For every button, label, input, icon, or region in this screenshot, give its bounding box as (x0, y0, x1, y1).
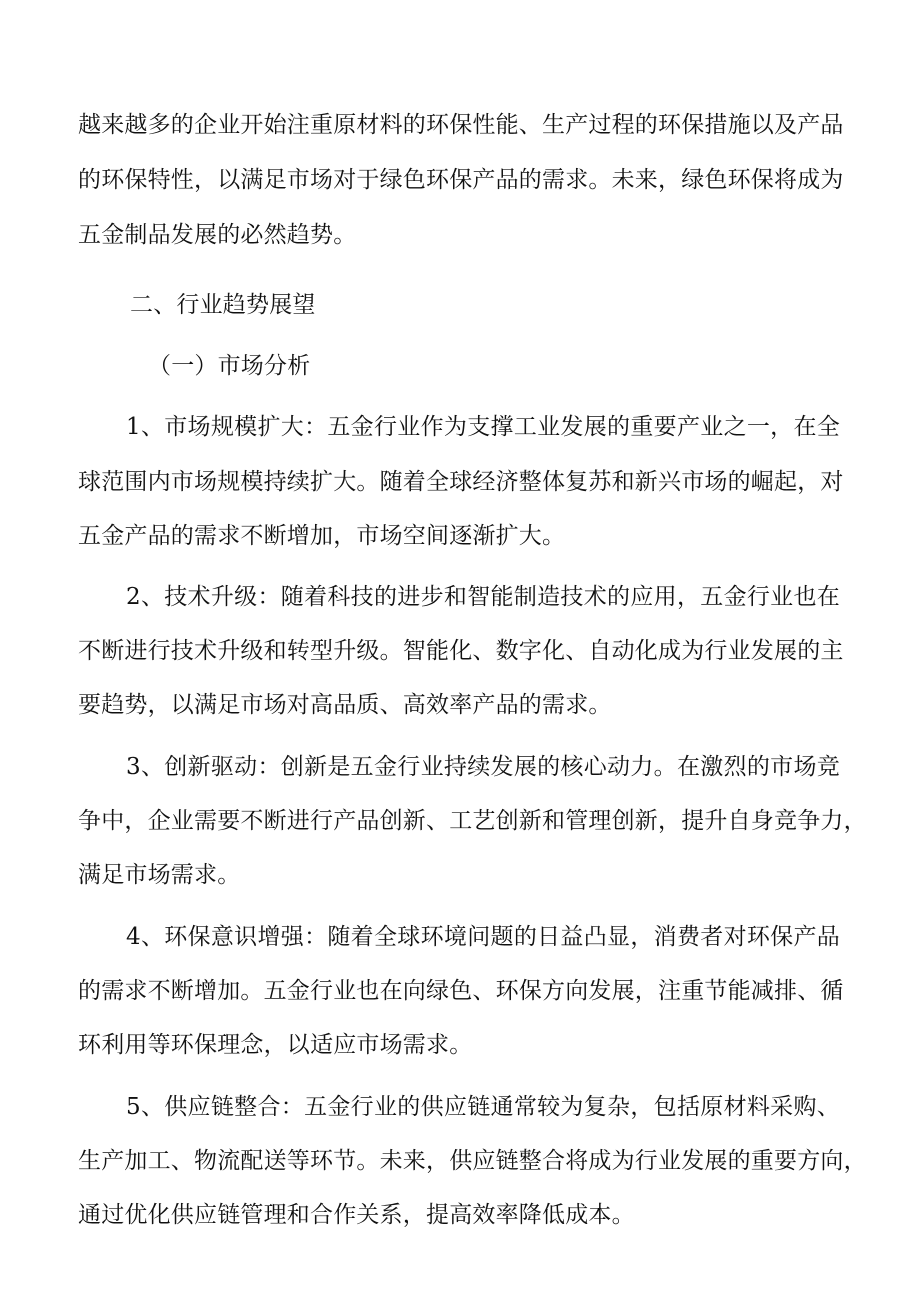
point-5-line: 生产加工、物流配送等环节。未来，供应链整合将成为行业发展的重要方向， (78, 1148, 867, 1174)
point-1-line: 1、市场规模扩大：五金行业作为支撑工业发展的重要产业之一，在全 (126, 414, 840, 440)
point-4-line: 4、环保意识增强：随着全球环境问题的日益凸显，消费者对环保产品 (126, 924, 840, 950)
point-4-line: 环利用等环保理念，以适应市场需求。 (78, 1032, 473, 1058)
intro-paragraph-line: 五金制品发展的必然趋势。 (78, 222, 357, 248)
section-heading: 二、行业趋势展望 (130, 292, 316, 318)
point-4-line: 的需求不断增加。五金行业也在向绿色、环保方向发展，注重节能减排、循 (78, 978, 844, 1004)
point-3-line: 争中，企业需要不断进行产品创新、工艺创新和管理创新，提升自身竞争力， (78, 808, 867, 834)
point-3-line: 满足市场需求。 (78, 862, 241, 888)
subsection-heading: （一）市场分析 (148, 353, 311, 379)
point-3-line: 3、创新驱动：创新是五金行业持续发展的核心动力。在激烈的市场竞 (126, 754, 840, 780)
point-2-line: 2、技术升级：随着科技的进步和智能制造技术的应用，五金行业也在 (126, 584, 840, 610)
intro-paragraph-line: 的环保特性，以满足市场对于绿色环保产品的需求。未来，绿色环保将成为 (78, 167, 844, 193)
point-1-line: 五金产品的需求不断增加，市场空间逐渐扩大。 (78, 523, 566, 549)
point-1-line: 球范围内市场规模持续扩大。随着全球经济整体复苏和新兴市场的崛起，对 (78, 469, 844, 495)
point-5-line: 通过优化供应链管理和合作关系，提高效率降低成本。 (78, 1202, 635, 1228)
point-2-line: 不断进行技术升级和转型升级。智能化、数字化、自动化成为行业发展的主 (78, 638, 844, 664)
point-5-line: 5、供应链整合：五金行业的供应链通常较为复杂，包括原材料采购、 (126, 1094, 840, 1120)
point-2-line: 要趋势，以满足市场对高品质、高效率产品的需求。 (78, 692, 612, 718)
intro-paragraph-line: 越来越多的企业开始注重原材料的环保性能、生产过程的环保措施以及产品 (78, 112, 844, 138)
